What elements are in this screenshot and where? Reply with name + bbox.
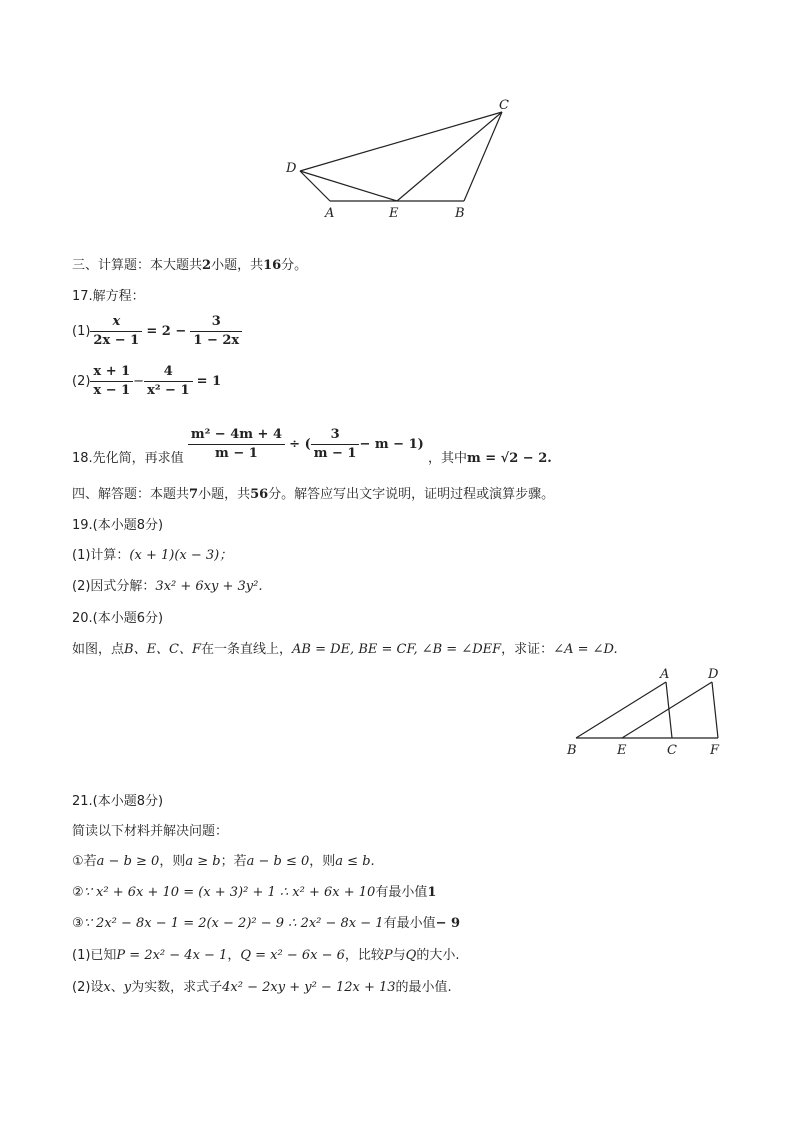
q19-title: 19.(本小题8分) [72,518,164,533]
segment-bc [464,112,502,201]
fraction: $\frac{x + 1}{x - 1}$ [90,363,133,400]
q21-intro: 简读以下材料并解决问题： [72,824,229,839]
q21-part2: (2)设x、y为实数，求式子4x² − 2xy + y² − 12x + 13的最小值. [72,980,452,995]
segment-dc [300,112,502,171]
triangle-figure-1 [280,95,520,225]
q19-part2: (2)因式分解：3x² + 6xy + 3y². [72,579,263,594]
label-d: D [708,667,719,682]
q20-text: 如图，点B、E、C、F在一条直线上，AB = DE, BE = CF, ∠B = ∠DEF，求证：∠A = ∠D. [72,642,618,657]
segment-ec [397,112,502,201]
fraction: $\frac{3}{1 - 2x}$ [190,313,242,350]
section-4-heading: 四、解答题：本题共7小题，共56分。解答应写出文字说明，证明过程或演算步骤。 [72,487,555,502]
q17-part1: (1) $\frac{x}{2x - 1}$ = 2 − $\frac{3}{1 - 2x}$ [72,313,242,350]
label-a: A [660,667,670,682]
q17-part2: (2) $\frac{x + 1}{x - 1}$ − $\frac{4}{\text{x² − 1}}$ = 1 [72,364,222,398]
segment-df [712,682,718,738]
q21-title: 21.(本小题8分) [72,794,164,809]
q21-material-2: ②∵ x² + 6x + 10 = (x + 3)² + 1 ∴ x² + 6x + 10有最小值1 [72,885,437,900]
fraction: $\frac{\text{m² − 4m + 4}}{m - 1}$ [188,426,285,463]
q20-title: 20.(本小题6分) [72,611,164,626]
section-3-heading: 三、计算题：本大题共2小题，共16分。 [72,258,308,273]
q19-part1: (1)计算：(x + 1)(x − 3)； [72,548,233,563]
label-b: B [567,743,577,758]
q21-part1: (1)已知P = 2x² − 4x − 1，Q = x² − 6x − 6，比较P与Q的大小. [72,948,460,963]
fraction: $\frac{x}{2x - 1}$ [90,313,142,350]
q17-title: 17.解方程： [72,289,145,304]
label-a: A [325,206,335,221]
label-c: C [499,98,509,113]
label-f: F [710,743,720,758]
label-e: E [389,206,399,221]
q21-material-1: ①若a − b ≥ 0，则a ≥ b；若a − b ≤ 0，则a ≤ b. [72,854,375,869]
triangles-figure-2 [560,662,740,762]
label-e: E [617,743,627,758]
q21-material-3: ③∵ 2x² − 8x − 1 = 2(x − 2)² − 9 ∴ 2x² − 8x − 1有最小值− 9 [72,916,461,931]
label-b: B [455,206,465,221]
fraction: $\frac{3}{m - 1}$ [311,426,360,463]
fraction: $\frac{4}{\text{x² − 1}}$ [144,363,192,400]
segment-ba [576,682,666,738]
label-c: C [667,743,677,758]
q18: 18.先化简，再求值 $\frac{\text{m² − 4m + 4}}{m - 1}$ ÷ ( $\frac{3}{m - 1}$ − m − 1) ，其中m = √2 − 2. [72,427,552,466]
label-d: D [286,161,297,176]
